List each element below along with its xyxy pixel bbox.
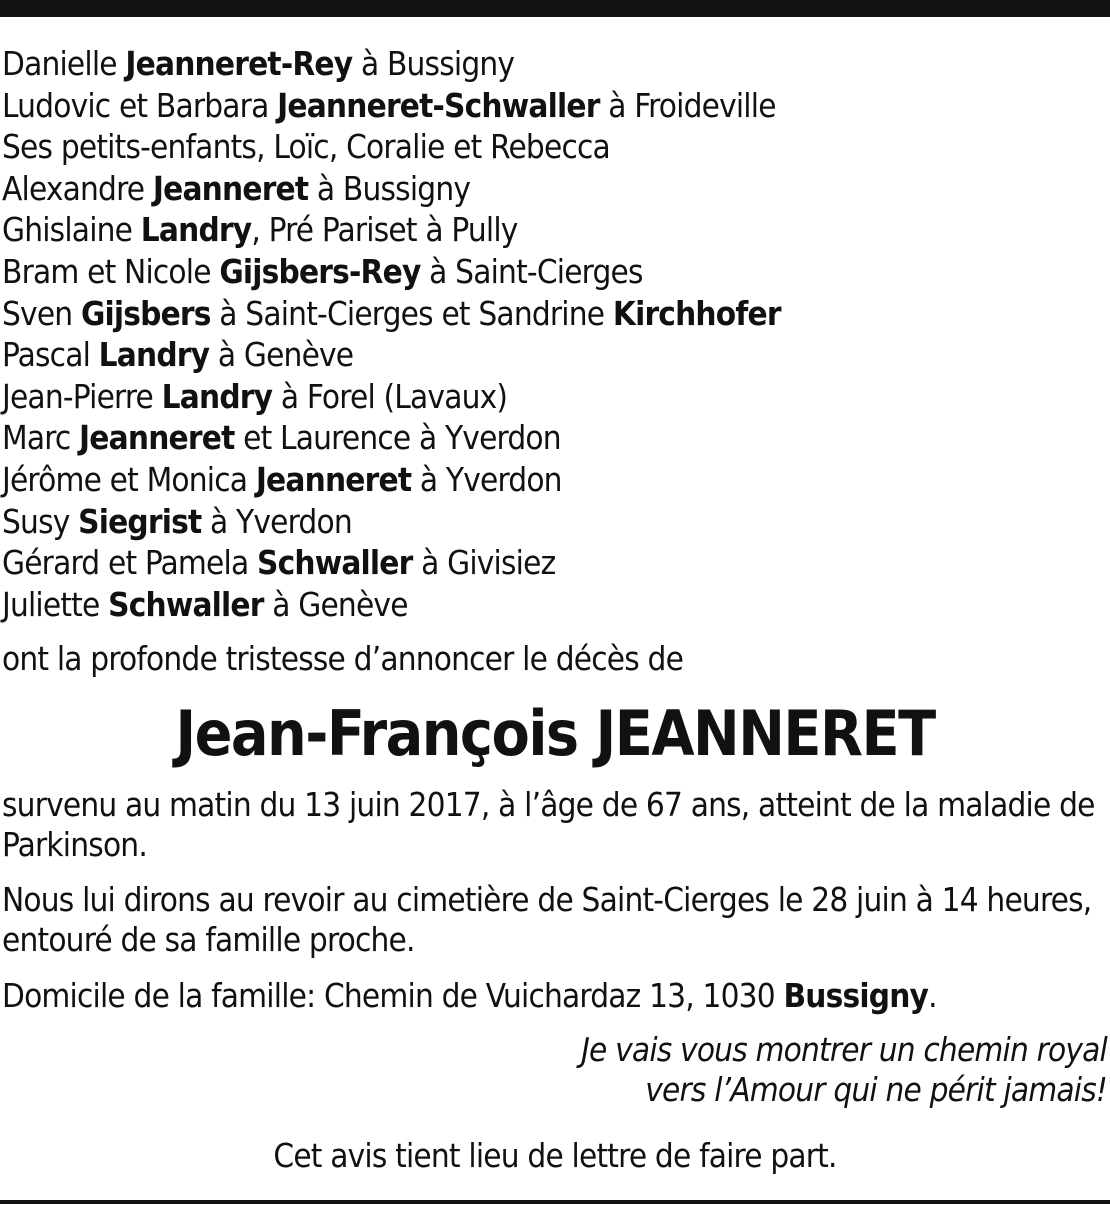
death-details: survenu au matin du 13 juin 2017, à l’âge de 67 ans, atteint de la maladie de Parkinson. <box>2 785 1095 864</box>
family-surname: Gijsbers-Rey <box>219 251 421 291</box>
top-border <box>0 0 1110 17</box>
quote-line: vers l’Amour qui ne périt jamais! <box>645 1070 1107 1109</box>
ceremony-details: Nous lui dirons au revoir au cimetière de Saint-Cierges le 28 juin à 14 heures, entouré de sa famille proche. <box>2 880 1092 959</box>
family-line: Sven Gijsbers à Saint-Cierges et Sandrine Kirchhofer <box>2 293 781 333</box>
family-surname: Jeanneret <box>152 168 309 208</box>
family-surname: Siegrist <box>78 501 202 541</box>
closing-note: Cet avis tient lieu de lettre de faire part. <box>273 1136 837 1175</box>
bottom-border <box>0 1200 1110 1204</box>
family-list <box>2 43 1102 625</box>
family-surname: Landry <box>140 210 252 250</box>
family-surname: Kirchhofer <box>612 293 781 333</box>
address-town: Bussigny <box>783 976 929 1015</box>
quote <box>581 1030 1107 1110</box>
family-line: Juliette Schwaller à Genève <box>2 584 408 624</box>
family-surname: Landry <box>161 376 273 416</box>
family-surname: Gijsbers <box>80 293 211 333</box>
family-line: Danielle Jeanneret-Rey à Bussigny <box>2 44 515 83</box>
family-line: Pascal Landry à Genève <box>2 335 354 375</box>
family-surname: Jeanneret-Schwaller <box>277 85 600 125</box>
family-surname: Jeanneret <box>79 418 235 458</box>
family-line: Marc Jeanneret et Laurence à Yverdon <box>2 418 561 458</box>
family-surname: Jeanneret-Rey <box>125 44 353 83</box>
family-line: Ludovic et Barbara Jeanneret-Schwaller à Froideville <box>2 85 776 125</box>
family-surname: Jeanneret <box>255 459 412 499</box>
announcement-intro: ont la profonde tristesse d’annoncer le décès de <box>2 639 684 678</box>
family-surname: Schwaller <box>108 584 264 624</box>
deceased-name: Jean-François JEANNERET <box>175 697 935 770</box>
family-line: Susy Siegrist à Yverdon <box>2 501 352 541</box>
family-line: Ses petits-enfants, Loïc, Coralie et Rebecca <box>2 127 610 167</box>
family-line: Gérard et Pamela Schwaller à Givisiez <box>2 543 556 583</box>
family-line: Alexandre Jeanneret à Bussigny <box>2 168 471 208</box>
family-line: Ghislaine Landry, Pré Pariset à Pully <box>2 210 518 250</box>
quote-line: Je vais vous montrer un chemin royal <box>581 1030 1107 1069</box>
family-address: Domicile de la famille: Chemin de Vuichardaz 13, 1030 Bussigny. <box>2 976 937 1015</box>
family-line: Bram et Nicole Gijsbers-Rey à Saint-Cierges <box>2 251 643 291</box>
family-surname: Schwaller <box>256 543 413 583</box>
family-surname: Landry <box>98 335 210 375</box>
family-line: Jean-Pierre Landry à Forel (Lavaux) <box>2 376 508 416</box>
family-line: Jérôme et Monica Jeanneret à Yverdon <box>2 459 562 499</box>
